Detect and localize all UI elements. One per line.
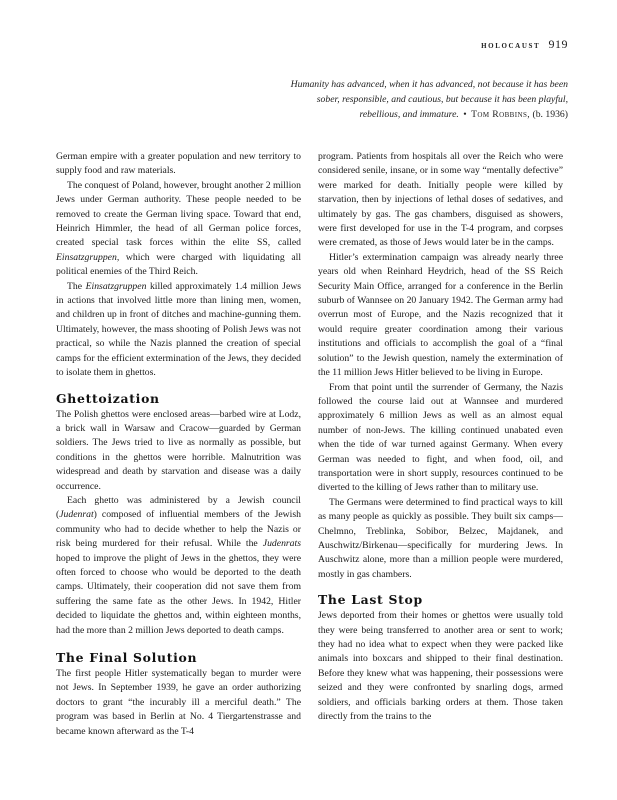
paragraph: The Polish ghettos were enclosed areas—barbed wire at Lodz, a brick wall in Warsaw and Cracow—guarded by German soldiers. The Jews tried to live as normally as possible, but conditions in the ghettos were horrible. Malnutrition was widespread and death by starvation and disease was a daily occurrence. <box>56 408 301 492</box>
epigraph-line-last <box>228 107 568 122</box>
epigraph-line: Humanity has advanced, when it has advanced, not because it has been <box>290 79 568 90</box>
epigraph <box>228 77 568 122</box>
section-heading-ghettoization: Ghettoization <box>56 390 160 406</box>
paragraph: Each ghetto was administered by a Jewish council (Judenrat) composed of influential members of the Jewish community who had to decide whether to help the Nazis or risk being murdered for their refusal. While the Judenrats hoped to improve the plight of Jews in the ghettos, they were often forced to choose who would be deported to the death camps. Ultimately, their cooperation did not save them from suffering the same fate as the other Jews. In 1942, Hitler decided to liquidate the ghettos and, within eighteen months, had the more than 2 million Jews deported to death camps. <box>56 494 301 636</box>
page-number: 919 <box>548 37 568 51</box>
epigraph-line: sober, responsible, and cautious, but because it has been playful, <box>316 94 568 105</box>
paragraph: German empire with a greater population and new territory to supply food and raw materials. <box>56 151 301 177</box>
section-heading-last-stop: The Last Stop <box>318 592 423 608</box>
paragraph: The first people Hitler systematically began to murder were not Jews. In September 1939, he gave an order authorizing doctors to grant “the incurably ill a merciful death.” The program was based in Berlin at No. 4 Tiergartenstrasse and became known afterward as the T-4 <box>56 668 301 737</box>
running-head <box>481 37 568 52</box>
paragraph: Jews deported from their homes or ghettos were usually told they were being transferred to another area or sent to work; they had no idea what to expect when they were packed like animals into boxcars and shipped to their final destination. Before they knew what was happening, their possessions were seized and they were confronted by snarling dogs, armed soldiers, and officials barking orders at them. Those taken directly from the trains to the <box>318 610 563 723</box>
epigraph-years: (b. 1936) <box>532 109 568 120</box>
epigraph-line: rebellious, and immature. <box>359 109 459 120</box>
paragraph: The conquest of Poland, however, brought another 2 million Jews under German authority. These people needed to be removed to create the German living space. Toward that end, Heinrich Himmler, the head of all German police forces, created special task forces within the elite SS, called Einsatzgruppen, which were charged with liquidating all political enemies of the Third Reich. <box>56 179 302 278</box>
section-heading-final-solution: The Final Solution <box>56 650 198 665</box>
paragraph: program. Patients from hospitals all over the Reich who were considered senile, insane, or in some way “mentally defective” were marked for death. Initially people were killed by starvation, then by injections of lethal doses of sedatives, and ultimately by gas. The gas chambers, disguised as showers, were first developed for use in the T-4 program, and corpses were cremated, as those of Jews would later be in the camps. <box>318 151 563 249</box>
paragraph: Hitler’s extermination campaign was already nearly three years old when Reinhard Heydrich, head of the SS Reich Security Main Office, arranged for a conference in the Berlin suburb of Wannsee on 20 January 1942. The German army had overrun most of Europe, and the Nazis recognized that it would require greater coordination among their various institutions and officials to accomplish the goal of a “final solution” to the Jewish question, namely the extermination of the 11 million Jews Hitler believed to be living in Europe. <box>318 251 563 379</box>
paragraph: The Germans were determined to find practical ways to kill as many people as quickly as possible. They built six camps—Chelmno, Treblinka, Sobibor, Belzec, Majdanek, and Auschwitz/Birkenau—specifically for murdering Jews. In Auschwitz alone, more than a million people were murdered, mostly in gas chambers. <box>318 496 563 580</box>
paragraph: From that point until the surrender of Germany, the Nazis followed the course laid out at Wannsee and murdered approximately 6 million Jews as well as an almost equal number of non-Jews. The killing continued unabated even when the tide of war turned against Germany. When every German was needed to fight, and when food, oil, and transportation were in short supply, resources continued to be diverted to the killing of Jews rather than to military use. <box>318 381 563 494</box>
right-column <box>318 150 563 724</box>
left-column <box>56 150 301 739</box>
bullet-separator: • <box>463 109 467 120</box>
running-head-section: holocaust <box>481 40 541 51</box>
epigraph-attribution: Tom Robbins, <box>471 109 531 120</box>
paragraph: The Einsatzgruppen killed approximately 1.4 million Jews in actions that involved little more than lining men, women, and children up in front of ditches and machine-gunning them. Ultimately, however, the mass shooting of Polish Jews was not practical, so while the Nazis planned the creation of special camps for the efficient extermination of the Jews, they decided to isolate them in ghettos. <box>56 280 302 379</box>
